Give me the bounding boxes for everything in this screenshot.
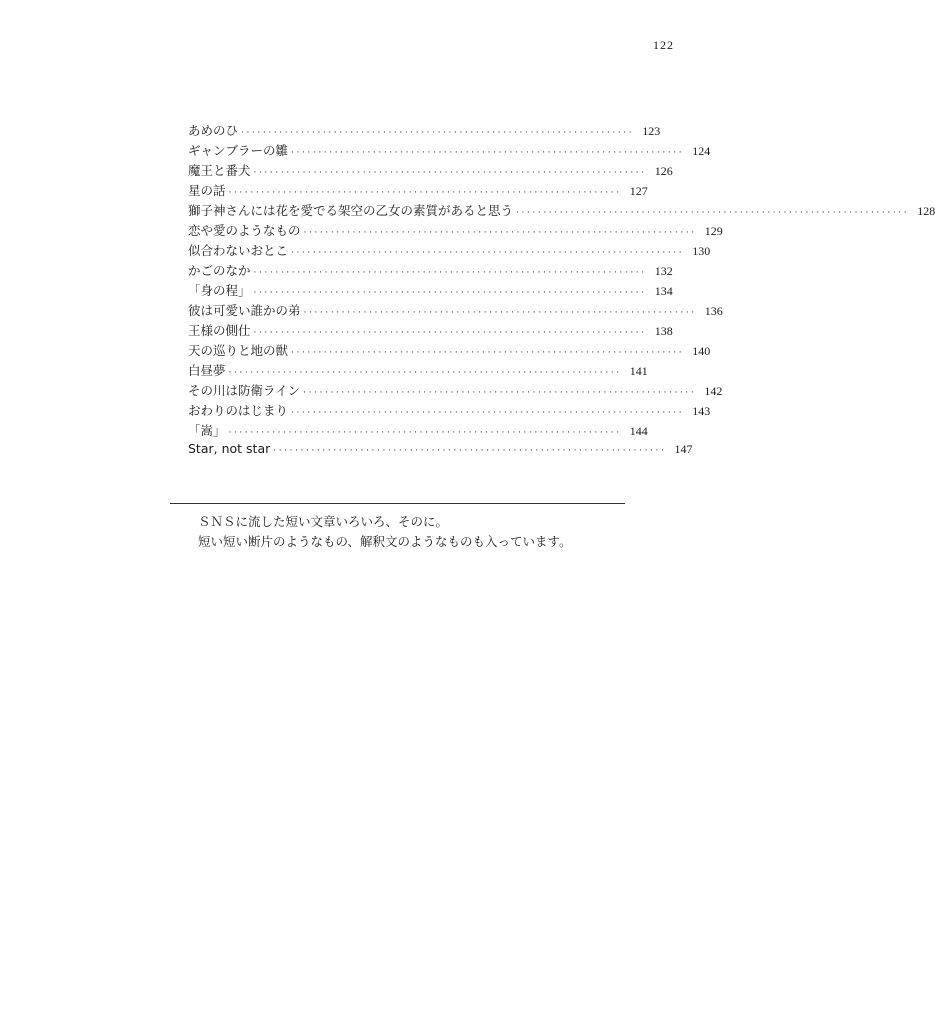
toc-entry-page: 130 [692,244,711,258]
toc-entry-title: おわりのはじまり [188,403,289,418]
toc-entry [188,381,723,401]
toc-entry-page: 144 [629,424,648,438]
toc-entry [188,341,711,361]
toc-leader: ········································································ [241,128,635,138]
toc-entry-title: 魔王と番犬 [188,163,251,178]
toc-entry-title: Star, not star [188,441,271,456]
section-note [198,512,618,552]
toc-entry-title: かごのなか [188,263,251,278]
toc-entry-page: 128 [917,204,935,218]
toc-leader: ········································································ [253,288,647,298]
toc-entry [188,161,673,181]
toc-entry [188,321,673,341]
toc-entry-page: 126 [654,164,673,178]
toc-entry [188,221,723,241]
page-number: 122 [653,38,674,52]
toc-entry-page: 136 [704,304,723,318]
toc-entry-title: ギャンブラーの雛 [188,143,289,158]
toc-entry-title: 恋や愛のようなもの [188,223,301,238]
toc-entry-page: 140 [692,344,711,358]
toc-entry-page: 138 [654,324,673,338]
toc-entry-page: 129 [704,224,723,238]
toc-entry-page: 123 [642,124,661,138]
toc-leader: ········································································ [291,348,685,358]
toc-entry-title: その川は防衛ライン [188,383,301,398]
toc-leader: ········································································ [228,428,622,438]
toc-leader: ········································································ [303,388,697,398]
toc-entry [188,141,711,161]
toc-entry [188,301,723,321]
toc-entry [188,401,711,421]
toc-leader: ········································································ [228,368,622,378]
toc-entry-title: 彼は可愛い誰かの弟 [188,303,301,318]
note-line: ＳＮＳに流した短い文章いろいろ、そのに。 [198,514,449,529]
toc-entry-title: 王様の側仕 [188,323,251,338]
toc-leader: ········································································ [228,188,622,198]
toc-leader: ········································································ [273,446,667,456]
toc-entry [188,201,935,221]
toc-entry-page: 147 [674,442,693,456]
toc-leader: ········································································ [291,248,685,258]
toc-leader: ········································································ [253,328,647,338]
toc-entry [188,361,648,381]
toc-leader: ········································································ [253,168,647,178]
toc-entry-page: 124 [692,144,711,158]
toc-entry-page: 141 [629,364,648,378]
toc-entry-page: 143 [692,404,711,418]
toc-entry-title: 獅子神さんには花を愛でる架空の乙女の素質があると思う [188,203,514,218]
toc-entry [188,181,648,201]
toc-entry-page: 134 [654,284,673,298]
toc-entry-title: 「嵩」 [188,423,226,438]
toc-entry [188,241,711,261]
toc-entry-title: 白昼夢 [188,363,226,378]
toc-entry-title: 似合わないおとこ [188,243,289,258]
toc-entry [188,281,673,301]
toc-entry-page: 132 [654,264,673,278]
table-of-contents [188,121,935,461]
toc-entry-page: 142 [704,384,723,398]
toc-entry-title: 「身の程」 [188,283,251,298]
toc-entry [188,121,661,141]
toc-entry-page: 127 [629,184,648,198]
toc-leader: ········································································ [291,148,685,158]
toc-entry [188,261,673,281]
toc-leader: ········································································ [303,308,697,318]
toc-entry-title: 星の話 [188,183,226,198]
divider-rule [170,503,625,504]
toc-leader: ········································································ [291,408,685,418]
toc-entry-title: あめのひ [188,123,239,138]
toc-entry-title: 天の巡りと地の獣 [188,343,289,358]
toc-leader: ········································································ [516,208,910,218]
toc-entry [188,441,693,461]
toc-entry [188,421,648,441]
toc-leader: ········································································ [303,228,697,238]
toc-leader: ········································································ [253,268,647,278]
note-line: 短い短い断片のようなもの、解釈文のようなものも入っています。 [198,534,572,549]
